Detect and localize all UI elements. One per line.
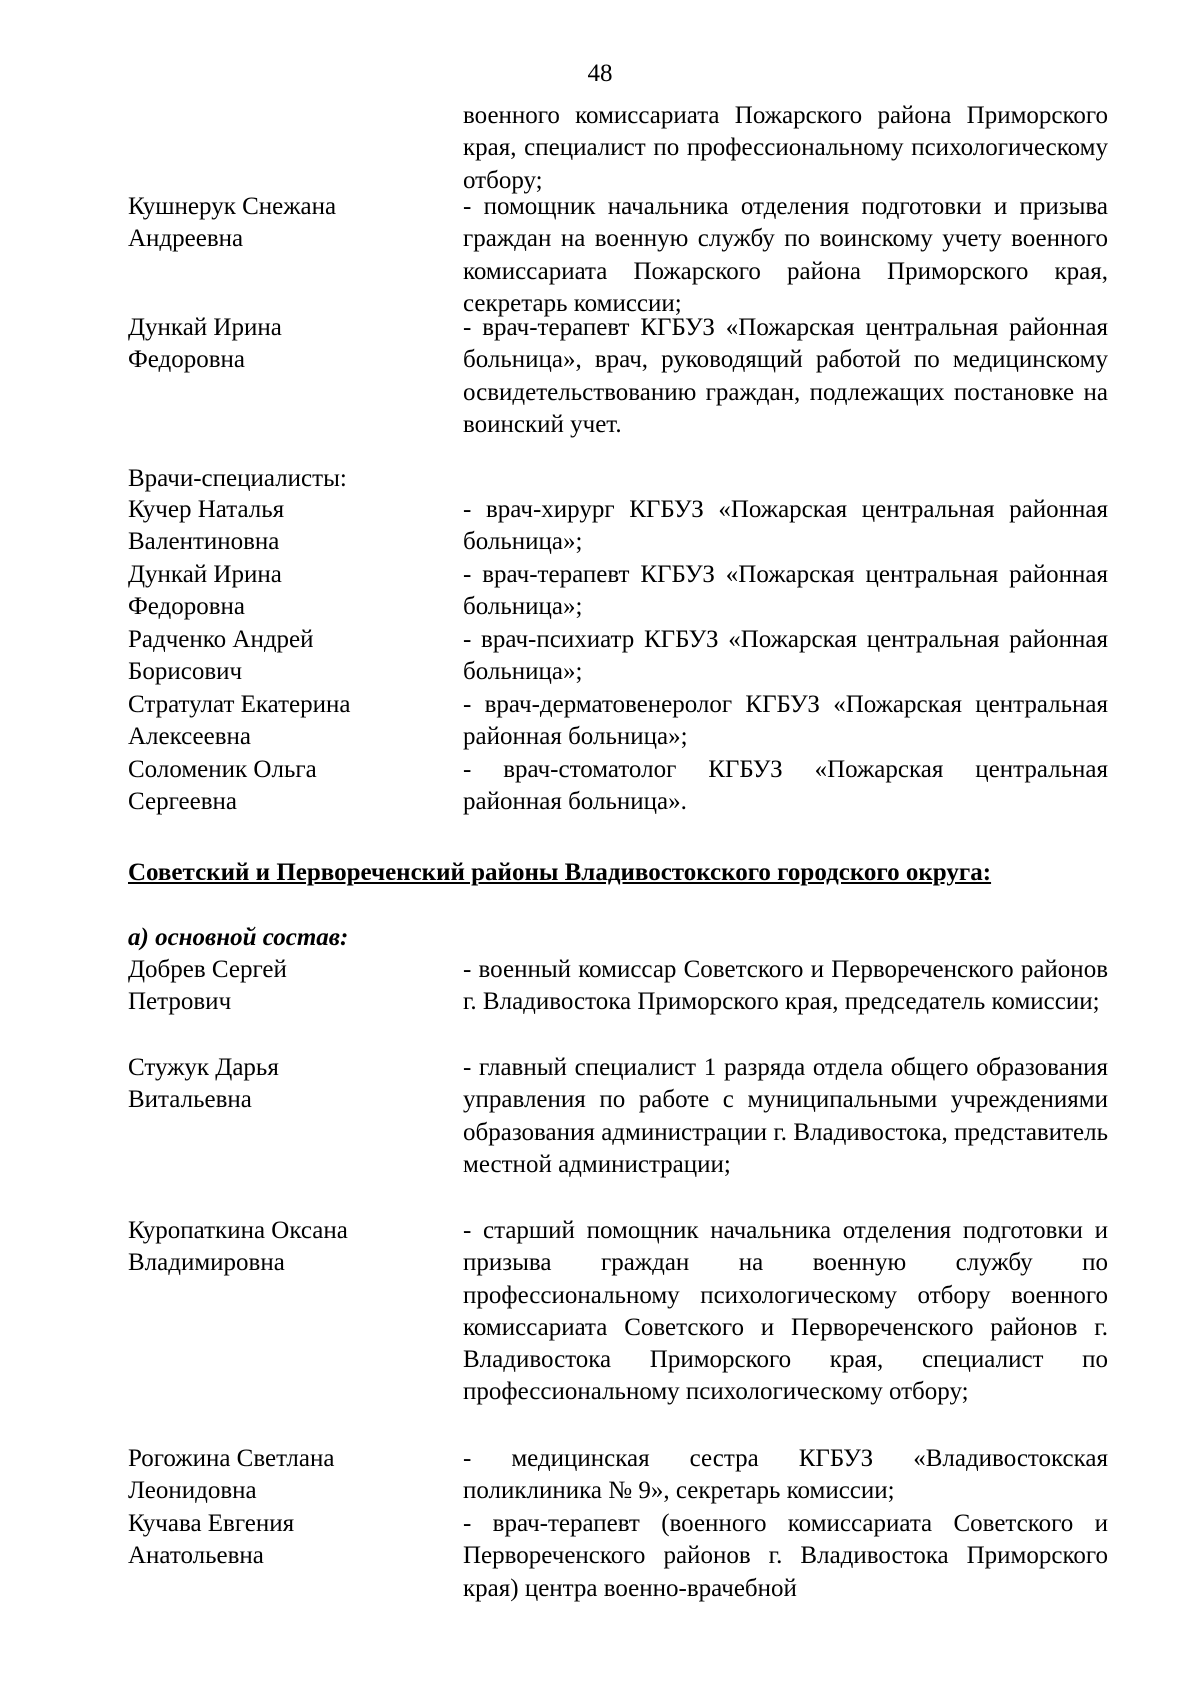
- person-surname: Дункай Ирина: [128, 561, 282, 588]
- person-patronymic: Валентиновна: [128, 528, 280, 555]
- person-patronymic: Алексеевна: [128, 723, 252, 750]
- person-role: - помощник начальника отделения подготовки и призыва граждан на военную службу по воинскому учету военного комиссариата Пожарского района Приморского края, секретарь комиссии;: [463, 193, 1108, 317]
- person-role: - врач-терапевт КГБУЗ «Пожарская центральная районная больница»;: [463, 561, 1108, 621]
- person-patronymic: Федоровна: [128, 593, 246, 620]
- person-role: - врач-терапевт КГБУЗ «Пожарская центральная районная больница», врач, руководящий работой по медицинскому освидетельствованию граждан, подлежащих постановке на воинский учет.: [463, 314, 1108, 438]
- person-patronymic: Борисович: [128, 658, 243, 685]
- person-role: - врач-дерматовенеролог КГБУЗ «Пожарская центральная районная больница»;: [463, 691, 1108, 751]
- person-surname: Кучава Евгения: [128, 1510, 295, 1537]
- person-surname: Куропаткина Оксана: [128, 1217, 348, 1244]
- person-role: - врач-стоматолог КГБУЗ «Пожарская центральная районная больница».: [463, 756, 1108, 816]
- person-patronymic: Петрович: [128, 988, 232, 1015]
- person-role: - врач-терапевт (военного комиссариата Советского и Первореченского районов г. Владивостока Приморского края) центра военно-врачебной: [463, 1510, 1108, 1602]
- person-role: - главный специалист 1 разряда отдела общего образования управления по работе с муниципальными учреждениями образования администрации г. Владивостока, представитель местной администрации;: [463, 1054, 1108, 1178]
- person-surname: Стужук Дарья: [128, 1054, 279, 1081]
- person-patronymic: Витальевна: [128, 1086, 252, 1113]
- person-patronymic: Леонидовна: [128, 1477, 257, 1504]
- person-patronymic: Федоровна: [128, 346, 246, 373]
- person-role: - военный комиссар Советского и Первореченского районов г. Владивостока Приморского края, председатель комиссии;: [463, 956, 1108, 1016]
- person-surname: Кушнерук Снежана: [128, 193, 337, 220]
- person-patronymic: Андреевна: [128, 225, 244, 252]
- person-surname: Соломеник Ольга: [128, 756, 317, 783]
- person-role: - врач-психиатр КГБУЗ «Пожарская центральная районная больница»;: [463, 626, 1108, 686]
- person-patronymic: Сергеевна: [128, 788, 237, 815]
- specialists-label: Врачи-специалисты:: [128, 465, 347, 492]
- person-surname: Стратулат Екатерина: [128, 691, 351, 718]
- person-surname: Добрев Сергей: [128, 956, 287, 983]
- section-subheading: а) основной состав:: [128, 924, 349, 951]
- section-heading: Советский и Первореченский районы Владивостокского городского округа:: [128, 859, 992, 886]
- person-surname: Кучер Наталья: [128, 496, 285, 523]
- person-role: - врач-хирург КГБУЗ «Пожарская центральная районная больница»;: [463, 496, 1108, 556]
- person-patronymic: Анатольевна: [128, 1542, 264, 1569]
- person-surname: Дункай Ирина: [128, 314, 282, 341]
- person-surname: Радченко Андрей: [128, 626, 314, 653]
- person-role: - медицинская сестра КГБУЗ «Владивостокская поликлиника № 9», секретарь комиссии;: [463, 1445, 1108, 1505]
- continuation-text: военного комиссариата Пожарского района Приморского края, специалист по профессиональному психологическому отбору;: [463, 102, 1108, 194]
- page-number: 48: [587, 60, 613, 87]
- person-surname: Рогожина Светлана: [128, 1445, 335, 1472]
- person-patronymic: Владимировна: [128, 1249, 285, 1276]
- person-role: - старший помощник начальника отделения подготовки и призыва граждан на военную службу по профессиональному психологическому отбору военного комиссариата Советского и Первореченского районов г. Владивостока Приморского края, специалист по профессиональному психологическому отбору;: [463, 1217, 1108, 1406]
